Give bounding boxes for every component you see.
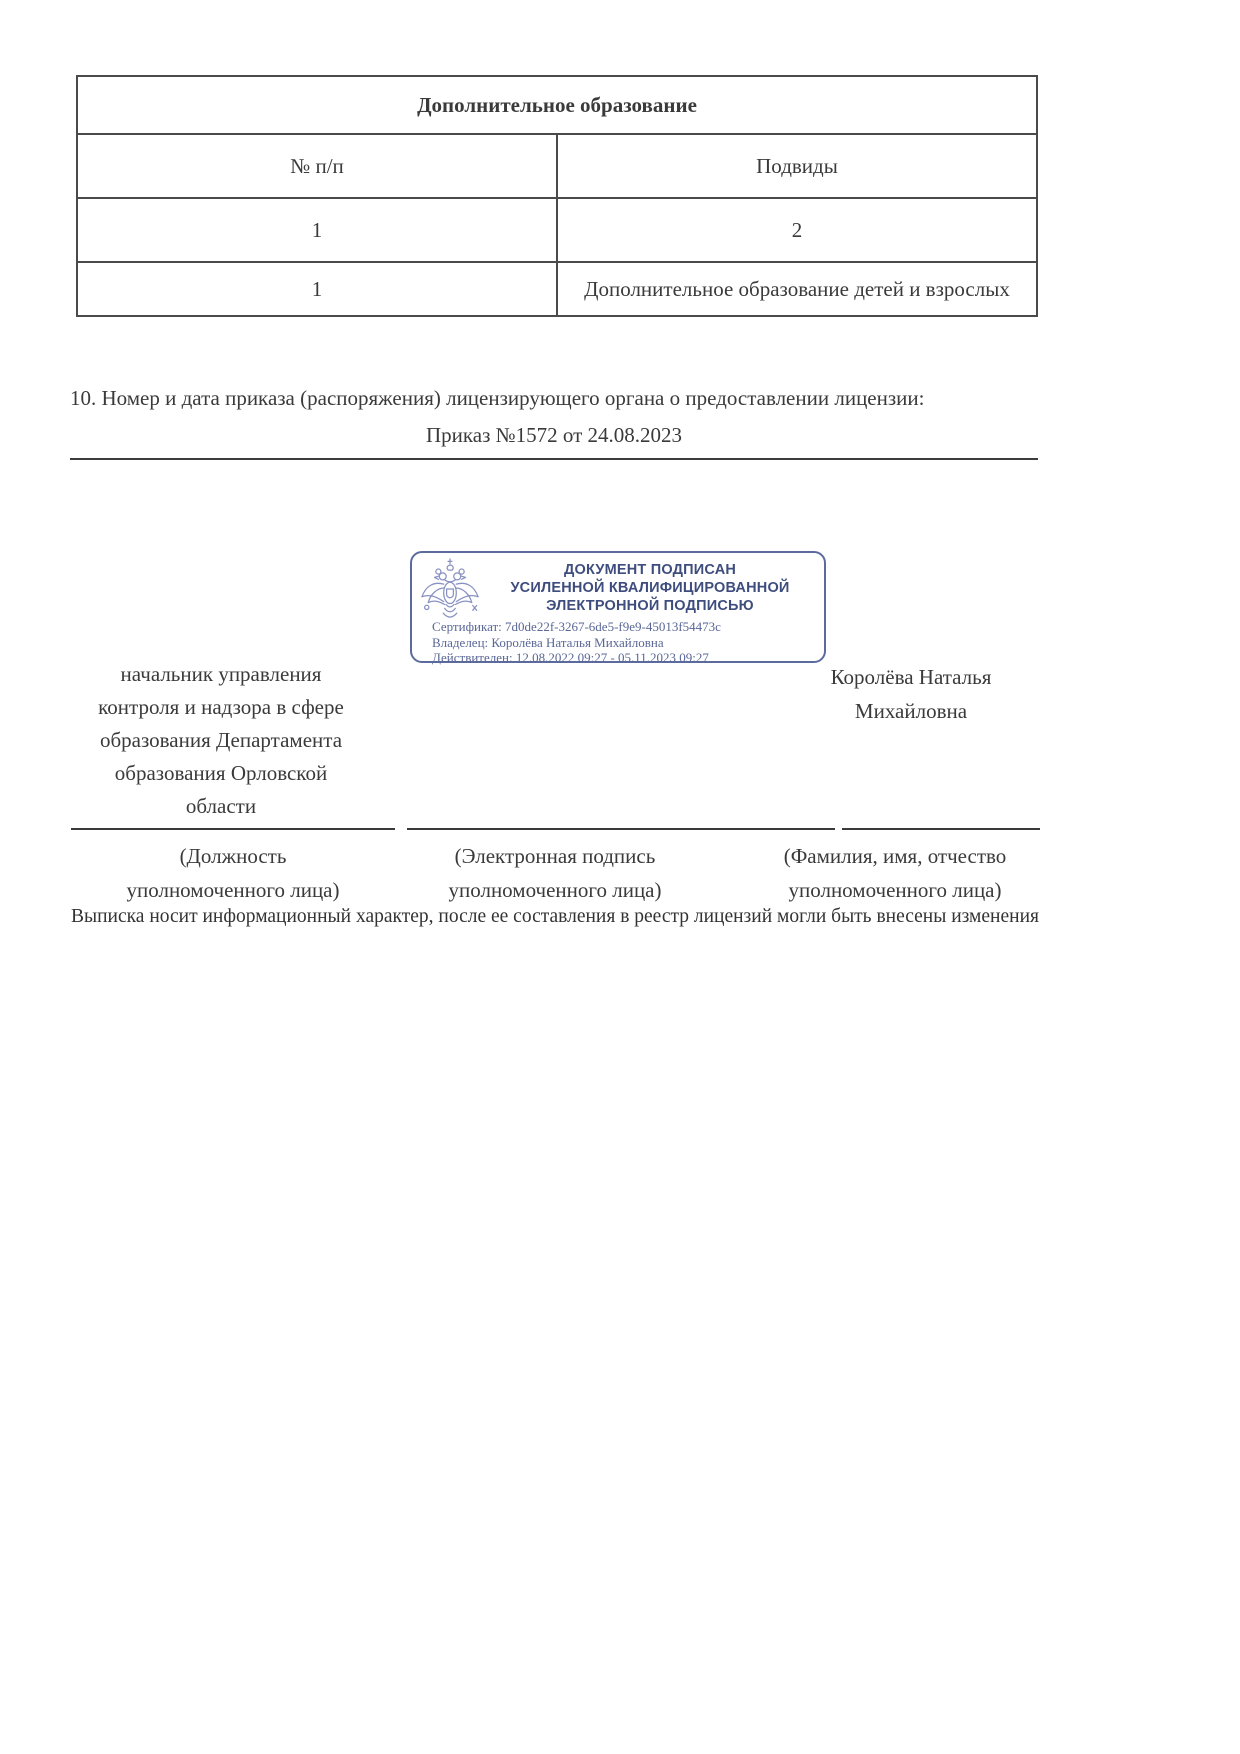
table-header-row (77, 134, 1037, 198)
label-esignature-line: (Электронная подпись (454, 844, 656, 868)
signer-position-line: контроля и надзора в сфере (98, 695, 344, 719)
label-position-line: уполномоченного лица) (126, 878, 340, 902)
signer-position-line: образования Орловской (114, 761, 328, 785)
table-title: Дополнительное образование (77, 76, 1037, 134)
signature-line-name (842, 828, 1040, 830)
stamp-certificate: Сертификат: 7d0de22f-3267-6de5-f9e9-45013f54473c (432, 619, 721, 634)
signer-position-line: начальник управления (120, 662, 322, 686)
additional-education-table (76, 75, 1038, 317)
table-title-row (77, 76, 1037, 134)
table-column-numbers-row (77, 198, 1037, 262)
label-full-name (765, 839, 1025, 907)
section-10-label: 10. Номер и дата приказа (распоряжения) лицензирующего органа о предоставлении лицензии: (70, 386, 925, 410)
signer-name-line: Михайловна (854, 699, 968, 723)
stamp-title (478, 561, 822, 615)
signer-position-line: образования Департамента (99, 728, 343, 752)
stamp-title-line3: ЭЛЕКТРОННОЙ ПОДПИСЬЮ (546, 598, 754, 614)
signer-name (776, 660, 1046, 728)
stamp-validity: Действителен: 12.08.2022 09:27 - 05.11.2023 09:27 (432, 650, 709, 665)
table-row-number: 1 (77, 262, 557, 316)
table-row-subtype: Дополнительное образование детей и взрослых (557, 262, 1037, 316)
signer-position (88, 658, 354, 823)
signature-line-esignature (407, 828, 835, 830)
label-full-name-line: уполномоченного лица) (788, 878, 1002, 902)
double-headed-eagle-icon (419, 557, 481, 621)
label-esignature-line: уполномоченного лица) (448, 878, 662, 902)
label-position (103, 839, 363, 907)
stamp-title-line2: УСИЛЕННОЙ КВАЛИФИЦИРОВАННОЙ (510, 580, 790, 596)
table-header-subtypes: Подвиды (557, 134, 1037, 198)
signature-line-position (71, 828, 395, 830)
label-position-line: (Должность (179, 844, 287, 868)
signer-name-line: Королёва Наталья (830, 665, 992, 689)
label-esignature (425, 839, 685, 907)
table-row (77, 262, 1037, 316)
order-number-value: Приказ №1572 от 24.08.2023 (70, 421, 1038, 460)
stamp-info (432, 619, 820, 666)
table-colnum-1: 1 (77, 198, 557, 262)
stamp-title-line1: ДОКУМЕНТ ПОДПИСАН (563, 562, 737, 578)
signer-position-line: области (185, 794, 257, 818)
table-header-number: № п/п (77, 134, 557, 198)
stamp-owner: Владелец: Королёва Наталья Михайловна (432, 634, 664, 650)
table-colnum-2: 2 (557, 198, 1037, 262)
electronic-signature-stamp (410, 551, 826, 663)
footer-note: Выписка носит информационный характер, после ее составления в реестр лицензий могли быть внесены изменения (70, 906, 1039, 927)
label-full-name-line: (Фамилия, имя, отчество (783, 844, 1007, 868)
